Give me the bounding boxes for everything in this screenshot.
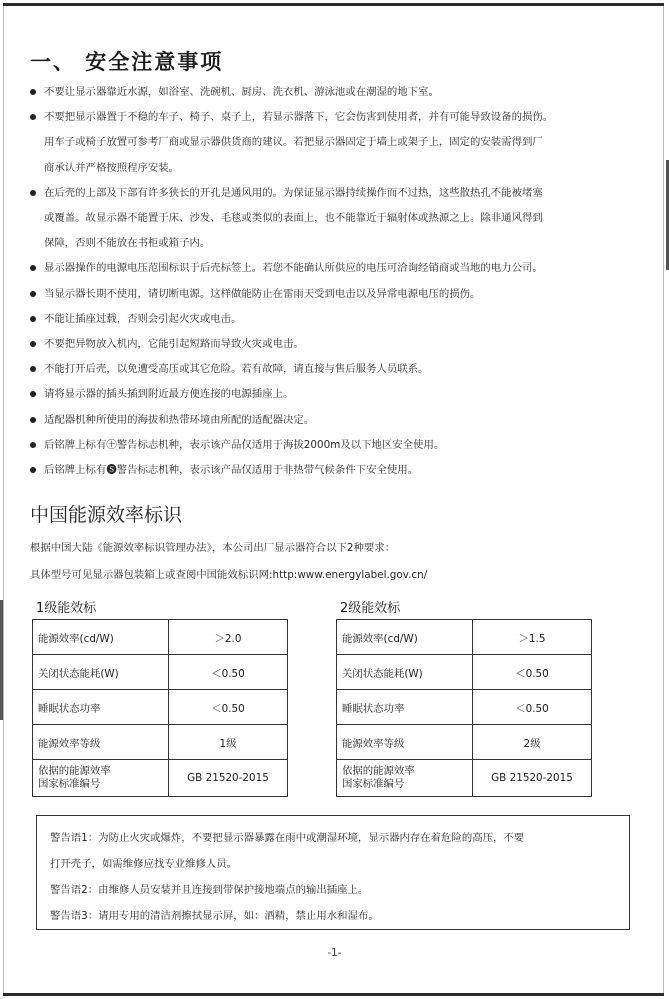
spec-value: ＞2.0 (169, 620, 288, 655)
bullet-continuation (28, 130, 640, 155)
bullet-text: 后铭牌上标有㊉警告标志机种，表示该产品仅适用于海拔2000m及以下地区安全使用。 (44, 438, 445, 451)
bullet-dot-icon (30, 467, 36, 473)
grade1-table-title: 1级能效标 (36, 601, 97, 616)
bullet-continuation (28, 156, 640, 181)
bullet-item (28, 256, 640, 281)
bullet-text: 商承认并严格按照程序安装。 (44, 161, 180, 174)
table-row (337, 690, 592, 725)
bullet-text: 或覆盖。故显示器不能置于床、沙发、毛毯或类似的表面上，也不能靠近于辐射体或热源之上。除非通风得到 (44, 212, 543, 225)
spec-label: 依据的能源效率 国家标准编号 (33, 760, 169, 797)
bullet-text: 请将显示器的插头插到附近最方便连接的电源插座上。 (44, 388, 294, 401)
warning-box (36, 815, 630, 930)
warning-2: 警告语2：由维修人员安装并且连接到带保护接地端点的输出插座上。 (50, 884, 369, 896)
spec-value: ＜0.50 (169, 690, 288, 725)
spec-value: ＜0.50 (473, 655, 592, 690)
spec-label: 能源效率等级 (33, 725, 169, 760)
bullet-item (28, 181, 640, 206)
table-row (33, 725, 288, 760)
bullet-item (28, 408, 640, 433)
safety-bullet-list (28, 80, 640, 483)
bullet-dot-icon (30, 316, 36, 322)
spec-label: 能源效率等级 (337, 725, 473, 760)
bullet-text: 不要把显示器置于不稳的车子、椅子、桌子上，若显示器落下，它会伤害到使用者，并有可能导致设备的损伤。 (44, 111, 554, 124)
bullet-dot-icon (30, 391, 36, 397)
bottom-rule (3, 993, 664, 996)
bullet-dot-icon (30, 89, 36, 95)
table-row (337, 655, 592, 690)
table-row (33, 620, 288, 655)
spec-value: 1级 (169, 725, 288, 760)
bullet-item (28, 80, 640, 105)
spec-label: 关闭状态能耗(W) (33, 655, 169, 690)
bullet-item (28, 433, 640, 458)
spec-value: 2级 (473, 725, 592, 760)
spec-value: ＞1.5 (473, 620, 592, 655)
bullet-dot-icon (30, 190, 36, 196)
bullet-text: 在后壳的上部及下部有许多狭长的开孔是通风用的。为保证显示器持续操作而不过热，这些散热孔不能被堵塞 (44, 186, 543, 199)
table-row (337, 620, 592, 655)
bullet-item (28, 282, 640, 307)
grade2-table-title: 2级能效标 (340, 601, 401, 616)
bullet-dot-icon (30, 265, 36, 271)
bullet-dot-icon (30, 366, 36, 372)
table-row (33, 690, 288, 725)
top-rule (3, 3, 664, 6)
bullet-continuation (28, 206, 640, 231)
grade2-spec-table (336, 619, 592, 797)
spec-label: 能源效率(cd/W) (337, 620, 473, 655)
bullet-dot-icon (30, 114, 36, 120)
spec-label: 关闭状态能耗(W) (337, 655, 473, 690)
bullet-item (28, 382, 640, 407)
bullet-dot-icon (30, 291, 36, 297)
bullet-text: 用车子或椅子放置可参考厂商或显示器供货商的建议。若把显示器固定于墙上或架子上，固定的安装需得到厂 (44, 136, 543, 149)
bullet-item (28, 458, 640, 483)
grade2-table-block (336, 597, 596, 797)
table-row (33, 655, 288, 690)
bullet-text: 不要把异物放入机内，它能引起短路而导致火灾或电击。 (44, 338, 304, 351)
spec-value: ＜0.50 (169, 655, 288, 690)
bullet-text: 不要让显示器靠近水源，如浴室、洗碗机、厨房、洗衣机、游泳池或在潮湿的地下室。 (44, 86, 439, 98)
bullet-text: 显示器操作的电源电压范围标识于后壳标签上。若您不能确认所供应的电压可洽询经销商或当地的电力公司。 (44, 262, 543, 275)
bullet-text: 适配器机种所使用的海拔和热带环境由所配的适配器决定。 (44, 413, 315, 426)
bullet-item (28, 105, 640, 130)
bullet-text: 不能打开后壳，以免遭受高压或其它危险。若有故障，请直接与售后服务人员联系。 (44, 363, 429, 376)
grade1-table-block (32, 597, 292, 797)
section-title: 一、 安全注意事项 (30, 50, 224, 74)
table-row (33, 760, 288, 797)
left-binding-mark (0, 600, 3, 720)
warning-1-line-1: 警告语1：为防止火灾或爆炸，不要把显示器暴露在雨中或潮湿环境，显示器内存在着危险的高压，不要 (50, 832, 525, 844)
spec-label: 睡眠状态功率 (33, 690, 169, 725)
bullet-text: 不能让插座过载，否则会引起火灾或电击。 (44, 312, 242, 325)
bullet-text: 保障，否则不能放在书柜或箱子内。 (44, 237, 211, 250)
spec-label: 睡眠状态功率 (337, 690, 473, 725)
spec-label: 依据的能源效率 国家标准编号 (337, 760, 473, 797)
bullet-text: 当显示器长期不使用，请切断电源。这样做能防止在雷雨天受到电击以及异常电源电压的损伤。 (44, 287, 481, 300)
bullet-item (28, 332, 640, 357)
energy-label-title: 中国能源效率标识 (30, 504, 183, 526)
table-row (337, 725, 592, 760)
spec-value: GB 21520-2015 (169, 760, 288, 797)
bullet-item (28, 357, 640, 382)
bullet-text: 后铭牌上标有🅢警告标志机种，表示该产品仅适用于非热带气候条件下安全使用。 (44, 464, 419, 477)
bullet-dot-icon (30, 442, 36, 448)
energy-website-text: 具体型号可见显示器包装箱上或查阅中国能效标识网:http:www.energylabel.gov.cn/ (30, 569, 428, 581)
energy-intro-text: 根据中国大陆《能源效率标识管理办法》，本公司出厂显示器符合以下2种要求： (30, 542, 396, 554)
grade1-spec-table (32, 619, 288, 797)
spec-value: ＜0.50 (473, 690, 592, 725)
warning-3: 警告语3：请用专用的清洁剂擦拭显示屏，如：酒精，禁止用水和湿布。 (50, 910, 379, 922)
bullet-item (28, 307, 640, 332)
table-row (337, 760, 592, 797)
bullet-dot-icon (30, 417, 36, 423)
page-number: -1- (327, 947, 342, 959)
spec-label: 能源效率(cd/W) (33, 620, 169, 655)
warning-1-line-2: 打开壳子，如需维修应找专业维修人员。 (50, 858, 238, 870)
bullet-continuation (28, 231, 640, 256)
spec-value: GB 21520-2015 (473, 760, 592, 797)
bullet-dot-icon (30, 341, 36, 347)
